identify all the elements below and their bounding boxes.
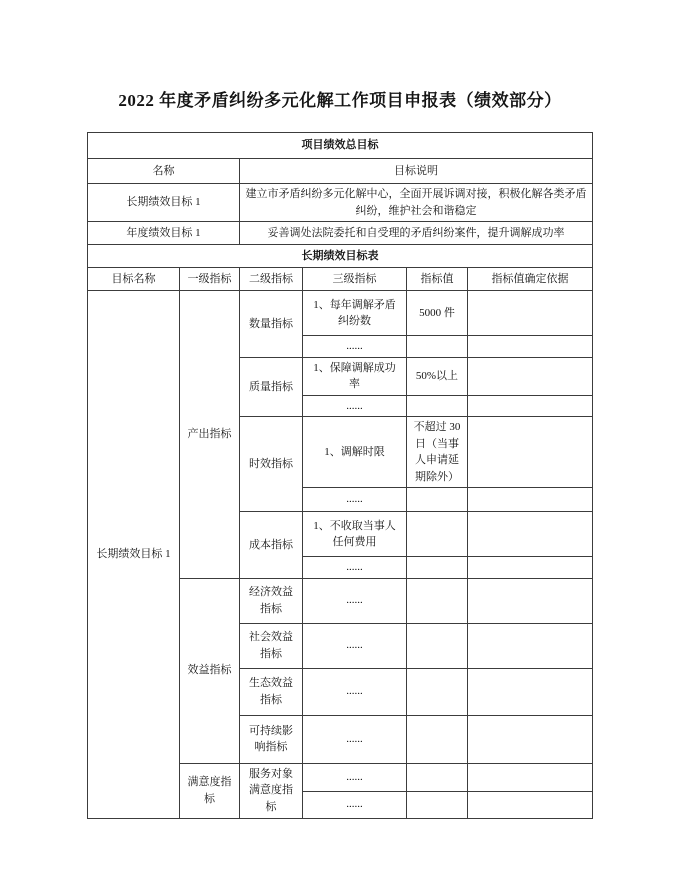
- cell-level2-economic: 经济效益指标: [239, 578, 302, 623]
- col-header-level1: 一级指标: [179, 268, 239, 291]
- cell-level2-service-satisfaction: 服务对象满意度指标: [239, 763, 302, 818]
- detail-header-row: [87, 268, 592, 291]
- cell-level3-quality: 1、保障调解成功率: [302, 357, 406, 395]
- page-title: 2022 年度矛盾纠纷多元化解工作项目申报表（绩效部分）: [118, 91, 562, 110]
- cell-basis-empty: [467, 578, 592, 623]
- section-header-row: [87, 133, 592, 159]
- col-header-goal-name: 目标名称: [87, 268, 179, 291]
- cell-level3-dots: ......: [302, 578, 406, 623]
- cell-level1-benefit: 效益指标: [179, 578, 239, 763]
- cell-level2-ecological: 生态效益指标: [239, 668, 302, 715]
- cell-level3-timeliness: 1、调解时限: [302, 417, 406, 488]
- summary-col-description: 目标说明: [239, 159, 592, 184]
- cell-basis-empty: [467, 512, 592, 557]
- cell-level2-quality: 质量指标: [239, 357, 302, 417]
- cell-level3-dots: ......: [302, 791, 406, 818]
- cell-value-empty: [406, 395, 467, 417]
- cell-value-empty: [406, 623, 467, 668]
- cell-basis-empty: [467, 623, 592, 668]
- cell-basis-empty: [467, 791, 592, 818]
- cell-value-empty: [406, 791, 467, 818]
- cell-value-quality: 50%以上: [406, 357, 467, 395]
- cell-basis-empty: [467, 763, 592, 791]
- col-header-level2: 二级指标: [239, 268, 302, 291]
- cell-longterm-goal-desc: 建立市矛盾纠纷多元化解中心，全面开展诉调对接，积极化解各类矛盾纠纷，维护社会和谐稳定: [239, 184, 592, 222]
- cell-annual-goal-desc: 妥善调处法院委托和自受理的矛盾纠纷案件，提升调解成功率: [239, 222, 592, 245]
- cell-level2-timeliness: 时效指标: [239, 417, 302, 512]
- section-header-row: [87, 245, 592, 268]
- table-row: [87, 291, 592, 336]
- cell-basis-empty: [467, 668, 592, 715]
- cell-basis-quantity: [467, 291, 592, 336]
- cell-value-empty: [406, 578, 467, 623]
- col-header-basis: 指标值确定依据: [467, 268, 592, 291]
- performance-form-table: [87, 132, 593, 819]
- cell-value-quantity: 5000 件: [406, 291, 467, 336]
- cell-basis-empty: [467, 336, 592, 358]
- cell-level2-social: 社会效益指标: [239, 623, 302, 668]
- cell-level3-dots: ......: [302, 668, 406, 715]
- cell-level3-dots: ......: [302, 336, 406, 358]
- cell-annual-goal-name: 年度绩效目标 1: [87, 222, 239, 245]
- table-row: [87, 222, 592, 245]
- cell-level3-dots: ......: [302, 557, 406, 579]
- cell-basis-empty: [467, 395, 592, 417]
- cell-value-empty: [406, 512, 467, 557]
- cell-level3-dots: ......: [302, 395, 406, 417]
- section-title-longterm-table: 长期绩效目标表: [87, 245, 592, 268]
- cell-value-empty: [406, 668, 467, 715]
- cell-level3-dots: ......: [302, 763, 406, 791]
- cell-basis-empty: [467, 715, 592, 763]
- cell-level2-quantity: 数量指标: [239, 291, 302, 358]
- cell-basis-empty: [467, 488, 592, 512]
- summary-header-row: [87, 159, 592, 184]
- cell-longterm-goal-name: 长期绩效目标 1: [87, 184, 239, 222]
- cell-level1-satisfaction: 满意度指标: [179, 763, 239, 818]
- cell-value-empty: [406, 763, 467, 791]
- cell-level3-dots: ......: [302, 623, 406, 668]
- cell-value-empty: [406, 715, 467, 763]
- cell-value-empty: [406, 336, 467, 358]
- cell-level1-output: 产出指标: [179, 291, 239, 579]
- cell-basis-timeliness: [467, 417, 592, 488]
- cell-basis-quality: [467, 357, 592, 395]
- cell-level3-quantity: 1、每年调解矛盾纠纷数: [302, 291, 406, 336]
- section-title-overall-goals: 项目绩效总目标: [87, 133, 592, 159]
- cell-goal-name: 长期绩效目标 1: [87, 291, 179, 819]
- summary-col-name: 名称: [87, 159, 239, 184]
- cell-level2-sustainability: 可持续影响指标: [239, 715, 302, 763]
- cell-level3-dots: ......: [302, 715, 406, 763]
- cell-value-empty: [406, 557, 467, 579]
- cell-basis-empty: [467, 557, 592, 579]
- cell-value-empty: [406, 488, 467, 512]
- cell-level3-dots: ......: [302, 488, 406, 512]
- table-row: [87, 184, 592, 222]
- cell-level3-cost: 1、不收取当事人任何费用: [302, 512, 406, 557]
- col-header-value: 指标值: [406, 268, 467, 291]
- cell-value-timeliness: 不超过 30 日（当事人申请延期除外）: [406, 417, 467, 488]
- cell-level2-cost: 成本指标: [239, 512, 302, 579]
- col-header-level3: 三级指标: [302, 268, 406, 291]
